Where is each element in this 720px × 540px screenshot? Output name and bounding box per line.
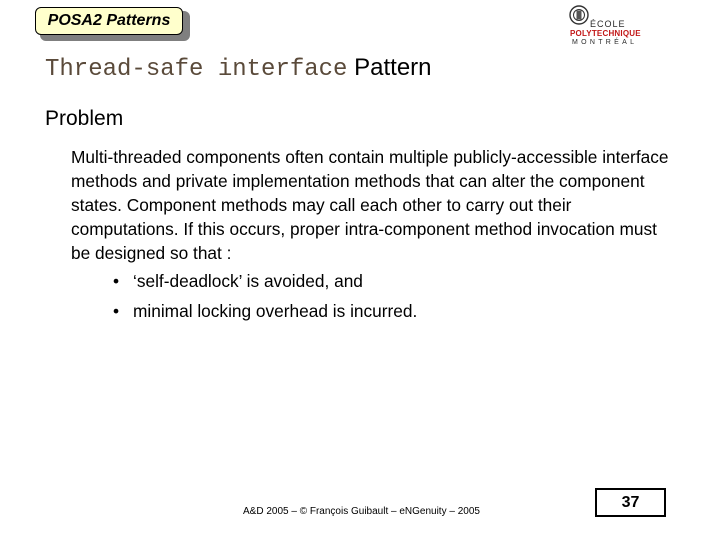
slide-title xyxy=(45,54,432,83)
bullet-list xyxy=(113,266,417,326)
list-item xyxy=(113,296,417,326)
problem-paragraph: Multi-threaded components often contain multiple publicly-accessible interface methods and private implementation methods that can alter the component states. Component methods may call each other to carry out their computations. If this occurs, proper intra-component method invocation must be designed so that : xyxy=(71,147,669,263)
logo-line-montreal: MONTRÉAL xyxy=(572,39,638,46)
crest-icon xyxy=(568,4,590,26)
logo-line-ecole: ÉCOLE xyxy=(590,19,626,29)
logo-line-polytechnique: POLYTECHNIQUE xyxy=(570,29,641,38)
bullet-icon: • xyxy=(113,271,120,291)
list-item xyxy=(113,266,417,296)
section-heading: Problem xyxy=(45,107,124,130)
footer-credit: A&D 2005 – © François Guibault – eNGenuity – 2005 xyxy=(243,506,480,517)
bullet-text: ‘self-deadlock’ is avoided, and xyxy=(133,271,363,291)
bullet-icon: • xyxy=(113,301,120,321)
slide-title-mono: Thread-safe interface xyxy=(45,56,348,83)
slide-title-sans: Pattern xyxy=(354,54,432,81)
ecole-polytechnique-logo xyxy=(568,4,648,50)
bullet-text: minimal locking overhead is incurred. xyxy=(133,301,418,321)
page-number: 37 xyxy=(595,488,666,517)
posa2-patterns-tag: POSA2 Patterns xyxy=(35,7,183,35)
